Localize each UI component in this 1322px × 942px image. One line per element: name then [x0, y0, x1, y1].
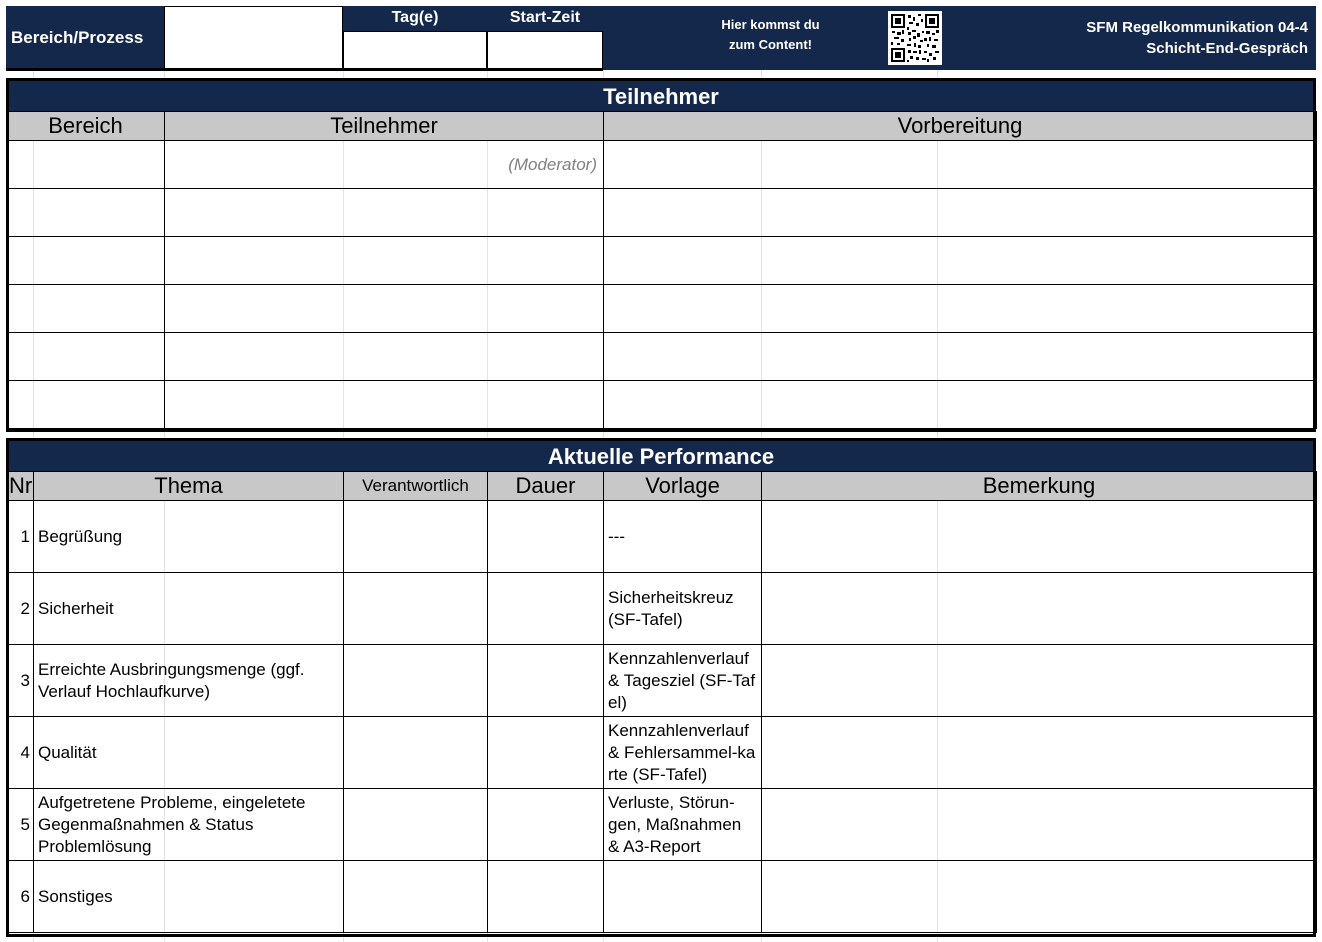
teilnehmer-cell[interactable]	[165, 285, 604, 333]
teilnehmer-cell[interactable]	[165, 381, 604, 429]
vorlage-cell: ---	[604, 501, 762, 573]
header-right-panel	[603, 6, 1316, 70]
tag-label: Tag(e)	[343, 6, 487, 32]
bereich-cell[interactable]	[7, 237, 165, 285]
agenda-row	[7, 573, 1317, 645]
content-note-line1: Hier kommst du	[721, 17, 820, 32]
verantwortlich-cell[interactable]	[344, 645, 488, 717]
bereich-prozess-label: Bereich/Prozess	[6, 6, 164, 70]
teilnehmer-row	[7, 189, 1317, 237]
thema-cell: Sonstiges	[34, 861, 344, 933]
vorbereitung-cell[interactable]	[604, 189, 1317, 237]
bemerkung-cell[interactable]	[762, 645, 1317, 717]
qr-code-icon[interactable]	[888, 11, 942, 65]
dauer-cell[interactable]	[488, 573, 604, 645]
vorbereitung-cell[interactable]	[604, 333, 1317, 381]
agenda-row	[7, 789, 1317, 861]
teilnehmer-row	[7, 237, 1317, 285]
verantwortlich-cell[interactable]	[344, 717, 488, 789]
dauer-cell[interactable]	[488, 717, 604, 789]
bereich-cell[interactable]	[7, 141, 165, 189]
verantwortlich-cell[interactable]	[344, 573, 488, 645]
vorbereitung-cell[interactable]	[604, 237, 1317, 285]
column-header-thema: Thema	[34, 472, 344, 501]
column-header-bemerkung: Bemerkung	[762, 472, 1317, 501]
column-header-teilnehmer: Teilnehmer	[165, 112, 604, 141]
document-title-line1: SFM Regelkommunikation 04-4	[1086, 19, 1308, 36]
vorbereitung-cell[interactable]	[604, 141, 1317, 189]
verantwortlich-cell[interactable]	[344, 861, 488, 933]
teilnehmer-cell[interactable]	[165, 189, 604, 237]
bemerkung-cell[interactable]	[762, 861, 1317, 933]
vorbereitung-cell[interactable]	[604, 285, 1317, 333]
bereich-cell[interactable]	[7, 333, 165, 381]
tag-field[interactable]	[343, 31, 487, 70]
performance-title: Aktuelle Performance	[6, 439, 1316, 472]
teilnehmer-header-row	[7, 112, 1317, 141]
teilnehmer-row	[7, 381, 1317, 429]
row-number: 6	[7, 861, 34, 933]
content-note-line2: zum Content!	[728, 37, 813, 52]
column-header-dauer: Dauer	[488, 472, 604, 501]
agenda-row	[7, 717, 1317, 789]
teilnehmer-cell[interactable]	[165, 237, 604, 285]
bemerkung-cell[interactable]	[762, 573, 1317, 645]
agenda-row	[7, 861, 1317, 933]
content-note	[698, 15, 843, 55]
startzeit-label: Start-Zeit	[487, 6, 603, 32]
row-number: 2	[7, 573, 34, 645]
column-header-bereich: Bereich	[7, 112, 165, 141]
row-number: 4	[7, 717, 34, 789]
performance-table	[6, 471, 1317, 933]
agenda-row	[7, 645, 1317, 717]
teilnehmer-cell[interactable]	[165, 333, 604, 381]
document-title	[963, 17, 1316, 59]
row-number: 1	[7, 501, 34, 573]
dauer-cell[interactable]	[488, 789, 604, 861]
column-header-vorlage: Vorlage	[604, 472, 762, 501]
bereich-cell[interactable]	[7, 189, 165, 237]
dauer-cell[interactable]	[488, 645, 604, 717]
performance-header-row	[7, 472, 1317, 501]
thema-cell: Aufgetretene Probleme, eingeletete Gegenmaßnahmen & Status Problemlösung	[34, 789, 344, 861]
dauer-cell[interactable]	[488, 861, 604, 933]
teilnehmer-table	[6, 111, 1317, 429]
teilnehmer-title: Teilnehmer	[6, 79, 1316, 112]
startzeit-field[interactable]	[487, 31, 603, 70]
qr-code-graphic	[891, 14, 939, 62]
verantwortlich-cell[interactable]	[344, 501, 488, 573]
thema-cell: Erreichte Ausbringungsmenge (ggf. Verlauf Hochlaufkurve)	[34, 645, 344, 717]
column-header-verantwortlich: Verantwortlich	[344, 472, 488, 501]
vorlage-cell: Verluste, Störun-gen, Maßnahmen & A3-Report	[604, 789, 762, 861]
thema-cell: Sicherheit	[34, 573, 344, 645]
column-header-vorbereitung: Vorbereitung	[604, 112, 1317, 141]
row-number: 3	[7, 645, 34, 717]
vorlage-cell: Kennzahlenverlauf & Fehlersammel-karte (SF-Tafel)	[604, 717, 762, 789]
vorlage-cell	[604, 861, 762, 933]
teilnehmer-row	[7, 285, 1317, 333]
agenda-row	[7, 501, 1317, 573]
row-number: 5	[7, 789, 34, 861]
moderator-hint[interactable]: (Moderator)	[165, 141, 604, 189]
vorlage-cell: Kennzahlenverlauf & Tagesziel (SF-Tafel)	[604, 645, 762, 717]
thema-cell: Qualität	[34, 717, 344, 789]
dauer-cell[interactable]	[488, 501, 604, 573]
vorlage-cell: Sicherheitskreuz (SF-Tafel)	[604, 573, 762, 645]
teilnehmer-row	[7, 333, 1317, 381]
bemerkung-cell[interactable]	[762, 789, 1317, 861]
bereich-cell[interactable]	[7, 285, 165, 333]
header-underline	[6, 68, 603, 71]
bereich-prozess-field[interactable]	[164, 6, 343, 70]
vorbereitung-cell[interactable]	[604, 381, 1317, 429]
verantwortlich-cell[interactable]	[344, 789, 488, 861]
bemerkung-cell[interactable]	[762, 501, 1317, 573]
document-title-line2: Schicht-End-Gespräch	[1146, 40, 1308, 57]
bereich-cell[interactable]	[7, 381, 165, 429]
teilnehmer-row	[7, 141, 1317, 189]
thema-cell: Begrüßung	[34, 501, 344, 573]
bemerkung-cell[interactable]	[762, 717, 1317, 789]
column-header-nr: Nr	[7, 472, 34, 501]
